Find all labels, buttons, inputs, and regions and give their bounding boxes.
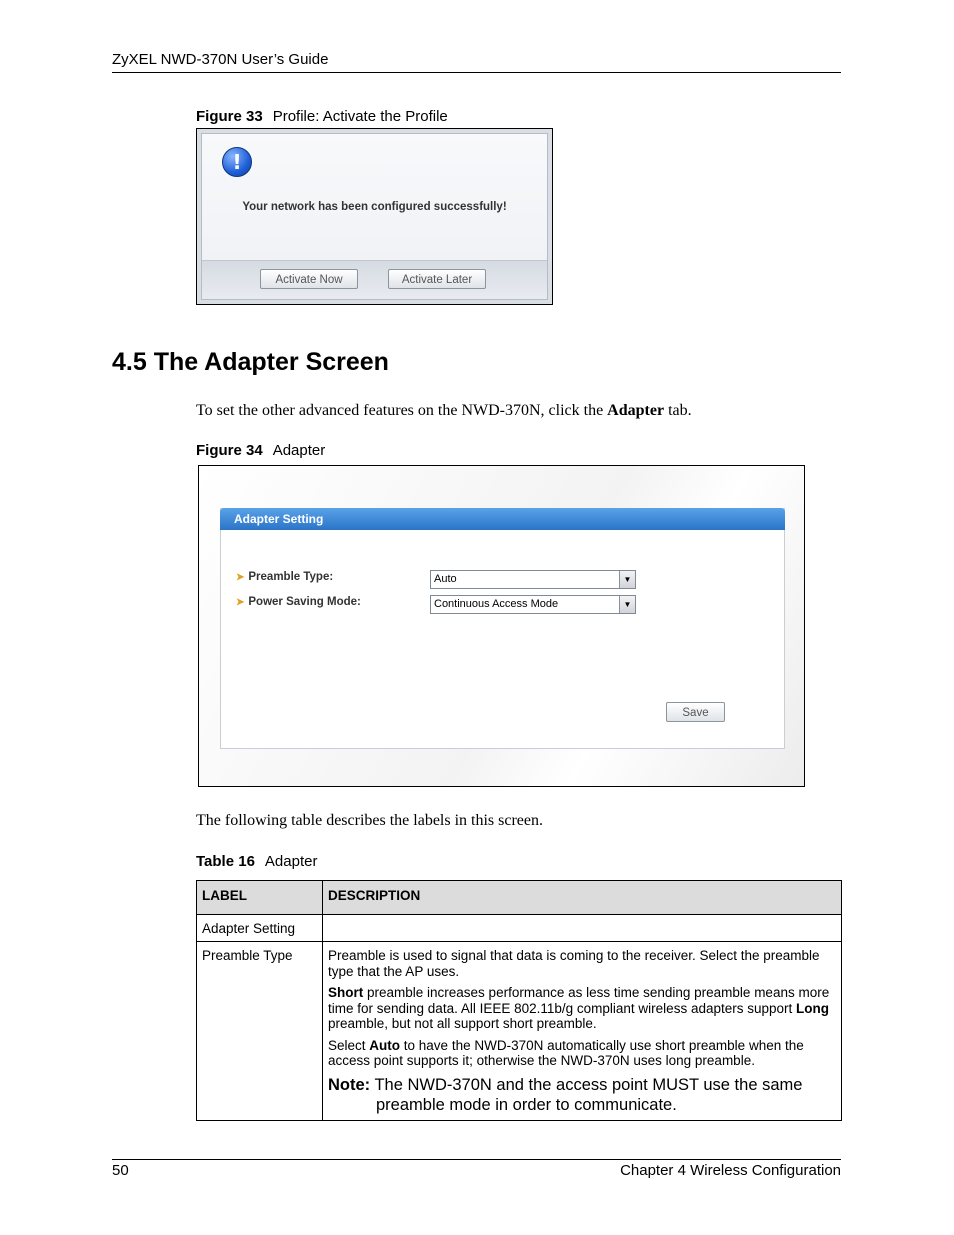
cell-description (323, 942, 842, 1121)
desc-paragraph: Preamble is used to signal that data is coming to the receiver. Select the preamble type that the AP uses. (328, 948, 820, 979)
power-saving-mode-label (236, 596, 361, 608)
adapter-table (196, 880, 842, 1121)
desc-text: to have the NWD-370N automatically use short preamble when the access point supports it; otherwise the NWD-370N uses long preamble. (328, 1037, 804, 1068)
desc-paragraph (328, 1038, 836, 1069)
bold-term: Short (328, 985, 364, 1000)
cell-label: Preamble Type (197, 942, 323, 1121)
info-icon: ! (222, 147, 252, 177)
header-description: DESCRIPTION (323, 881, 842, 915)
figure34-label: Figure 34 (196, 442, 263, 459)
figure33-title: Profile: Activate the Profile (272, 108, 448, 125)
figure33-caption (196, 108, 448, 125)
power-saving-mode-select[interactable] (430, 595, 636, 614)
arrow-icon: ➤ (236, 572, 245, 583)
intro-text-1: To set the other advanced features on the NWD-370N, click the (196, 402, 608, 419)
activate-later-button[interactable]: Activate Later (388, 269, 486, 289)
power-saving-mode-value: Continuous Access Mode (434, 598, 559, 610)
arrow-icon: ➤ (236, 597, 245, 608)
table-intro: The following table describes the labels in this screen. (196, 812, 544, 829)
preamble-type-label (236, 571, 333, 583)
table16-title: Adapter (264, 853, 318, 870)
intro-paragraph (196, 402, 692, 420)
figure34-caption (196, 442, 325, 459)
figure34-title: Adapter (272, 442, 326, 459)
table-header-row (197, 881, 842, 915)
note-text: The NWD-370N and the access point MUST use the same preamble mode in order to communicate. (370, 1075, 803, 1114)
adapter-setting-title: Adapter Setting (220, 508, 785, 530)
preamble-type-label-text: Preamble Type: (248, 571, 334, 583)
note (328, 1075, 836, 1115)
header-label: LABEL (197, 881, 323, 915)
table16-label: Table 16 (196, 853, 255, 870)
dialog-body (201, 133, 548, 300)
desc-text: Select (328, 1037, 370, 1053)
figure33-label: Figure 33 (196, 108, 263, 125)
preamble-type-select[interactable] (430, 570, 636, 589)
section-title: 4.5 The Adapter Screen (112, 348, 389, 376)
dialog-message: Your network has been configured successfully! (242, 201, 507, 213)
cell-label: Adapter Setting (197, 915, 323, 942)
activate-profile-dialog (196, 128, 553, 305)
bold-term: Auto (369, 1037, 401, 1053)
table16-caption (196, 853, 317, 870)
bold-term: Long (796, 1000, 830, 1016)
running-header: ZyXEL NWD-370N User’s Guide (112, 51, 329, 68)
chevron-down-icon[interactable]: ▼ (619, 571, 635, 588)
table-row (197, 915, 842, 942)
adapter-screen (198, 465, 805, 787)
intro-bold: Adapter (607, 402, 665, 419)
note-label: Note: (328, 1075, 371, 1094)
desc-text: preamble, but not all support short preamble. (328, 1016, 597, 1031)
desc-text: preamble increases performance as less time sending preamble means more time for sending data. All IEEE 802.11b/g compliant wireless adapters support (328, 985, 830, 1016)
table-row (197, 942, 842, 1121)
page-number: 50 (112, 1162, 129, 1179)
desc-paragraph (328, 985, 836, 1032)
cell-description (323, 915, 842, 942)
header-rule (112, 72, 841, 73)
chevron-down-icon[interactable]: ▼ (619, 596, 635, 613)
footer-rule (112, 1159, 841, 1160)
preamble-type-value: Auto (434, 573, 457, 585)
power-saving-mode-label-text: Power Saving Mode: (248, 596, 361, 608)
save-button[interactable]: Save (666, 702, 725, 722)
intro-text-2: tab. (664, 402, 692, 419)
dialog-button-bar (202, 260, 547, 299)
chapter-title: Chapter 4 Wireless Configuration (620, 1162, 841, 1179)
activate-now-button[interactable]: Activate Now (260, 269, 358, 289)
